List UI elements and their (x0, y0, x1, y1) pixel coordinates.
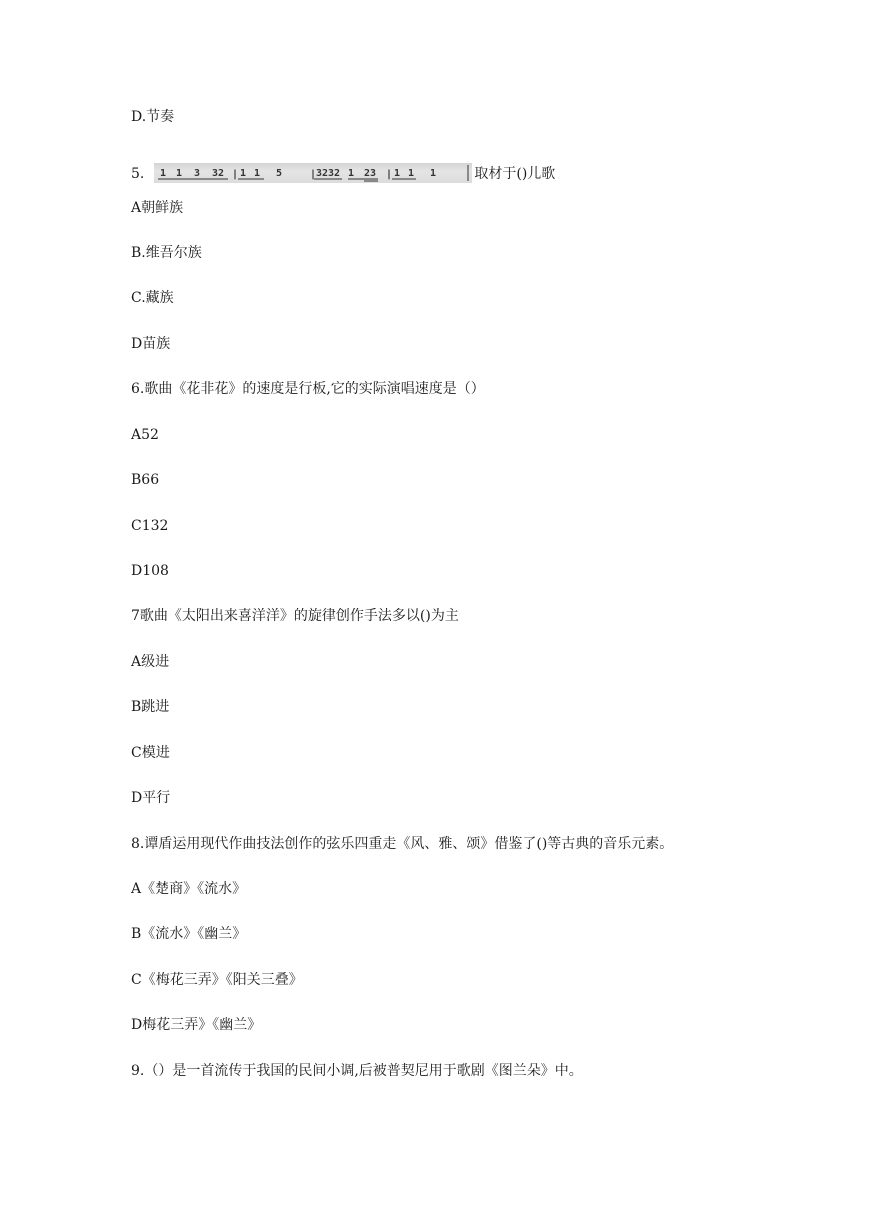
note-3: 3 (194, 168, 201, 179)
question-6: 6.歌曲《花非花》的速度是行板,它的实际演唱速度是（） (131, 381, 485, 397)
q7-option-a: A级进 (131, 654, 170, 670)
q8-option-b: B《流水》《幽兰》 (131, 926, 247, 942)
q5-option-b: B.维吾尔族 (131, 245, 202, 261)
q6-option-c: C132 (131, 518, 169, 534)
note-7: 5 (276, 168, 283, 179)
note-11: 1 (394, 168, 401, 179)
music-notation-image (154, 163, 472, 183)
note-2: 1 (176, 168, 183, 179)
question-5-text: 取材于()儿歌 (474, 166, 556, 182)
note-10: 23 (364, 168, 377, 179)
note-13: 1 (430, 168, 437, 179)
question-9: 9.（）是一首流传于我国的民间小调,后被普契尼用于歌剧《图兰朵》中。 (131, 1063, 583, 1079)
question-7: 7歌曲《太阳出来喜洋洋》的旋律创作手法多以()为主 (131, 608, 459, 624)
note-1: 1 (160, 168, 167, 179)
note-8: 3232 (316, 168, 341, 179)
q6-option-b: B66 (131, 472, 160, 488)
q8-option-a: A《楚商》《流水》 (131, 881, 247, 897)
note-9: 1 (348, 168, 355, 179)
barline-1: | (232, 169, 239, 180)
q6-option-d: D108 (131, 563, 169, 579)
question-5-number: 5. (131, 166, 145, 182)
barline-2: | (310, 169, 317, 180)
q7-option-c: C模进 (131, 745, 170, 761)
q7-option-b: B跳进 (131, 699, 170, 715)
barline-3: | (386, 169, 393, 180)
q5-option-d: D苗族 (131, 336, 171, 352)
note-4: 32 (212, 168, 225, 179)
option-d-rhythm: D.节奏 (131, 109, 175, 125)
q7-option-d: D平行 (131, 790, 171, 806)
q5-option-c: C.藏族 (131, 290, 174, 306)
note-12: 1 (408, 168, 415, 179)
q6-option-a: A52 (131, 427, 159, 443)
notation-svg (154, 163, 472, 183)
note-6: 1 (254, 168, 261, 179)
q8-option-c: C《梅花三弄》《阳关三叠》 (131, 972, 303, 988)
q8-option-d: D梅花三弄》《幽兰》 (131, 1017, 262, 1033)
q5-option-a: A朝鲜族 (131, 200, 184, 216)
note-5: 1 (240, 168, 247, 179)
question-5 (131, 161, 555, 183)
question-8: 8.谭盾运用现代作曲技法创作的弦乐四重走《风、雅、颂》借鉴了()等古典的音乐元素。 (131, 836, 674, 852)
